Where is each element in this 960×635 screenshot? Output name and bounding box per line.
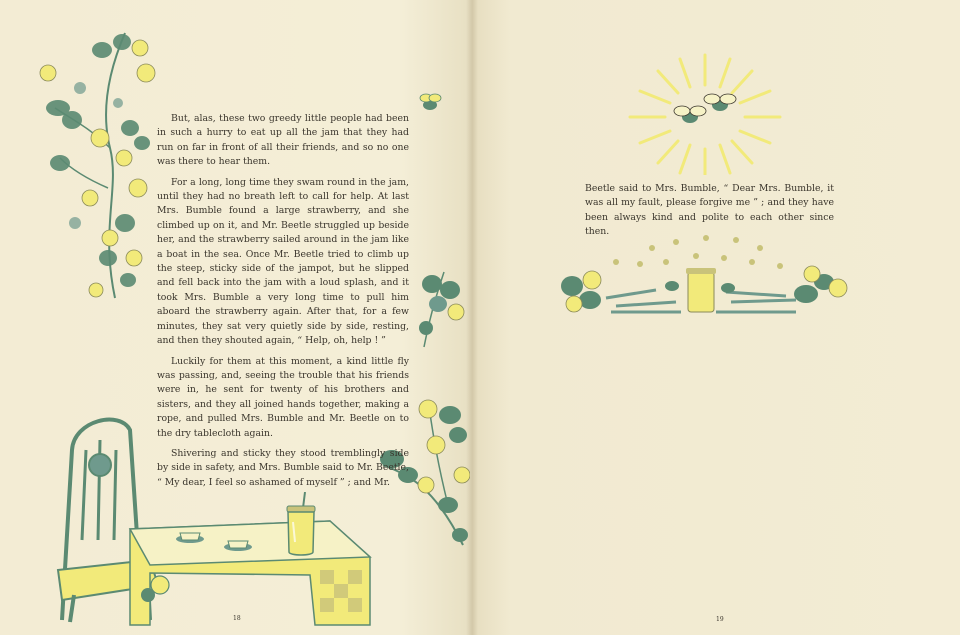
bee-icon <box>415 90 445 116</box>
paragraph: Beetle said to Mrs. Bumble, “ Dear Mrs. Bumble, it was all my fault, please forgive me ” ; and they have been always kind and polite to each other since then. <box>585 183 834 238</box>
jam-jar-vignette <box>556 232 856 322</box>
clover-cluster-illustration <box>414 262 470 352</box>
paragraph: But, alas, these two greedy little people had been in such a hurry to eat up all the jam that they had run on far in front of all their friends, and so no one was there to hear them. <box>157 113 409 168</box>
left-page-number: 18 <box>233 615 241 622</box>
paragraph: Shivering and sticky they stood tremblingly side by side in safety, and Mrs. Bumble said to Mr. Beetle, “ My dear, I feel so ashamed of myself ” ; and Mr. <box>157 447 409 488</box>
jampot-illustration <box>283 492 323 558</box>
paragraph: For a long, long time they swam round in the jam, until they had no breath left to call for help. At last Mrs. Bumble found a large strawberry, and she climbed up on it, and Mr. Beetle struggled up beside her, and the strawberry sailed around in the jam like a boat in the sea. Once Mr. Beetle tried to climb up the steep, sticky side of the jampot, but he slipped and fell back into the jam with a loud splash, and it took Mrs. Bumble a very long time to pull him aboard the strawberry again. After that, for a few minutes, they sat very quietly side by side, resting, and then they shouted again, “ Help, oh, help ! ” <box>157 176 409 347</box>
left-page-text <box>157 112 409 496</box>
table-illustration <box>120 515 380 630</box>
right-page-number: 19 <box>716 616 724 623</box>
sun-illustration <box>620 45 790 175</box>
paragraph: Luckily for them at this moment, a kind little fly was passing, and, seeing the trouble that his friends were in, he sent for twenty of his brothers and sisters, and they all joined hands together, making a rope, and pulled Mrs. Bumble and Mr. Beetle on to the dry tablecloth again. <box>157 355 409 439</box>
clover-vine-illustration <box>30 28 160 308</box>
